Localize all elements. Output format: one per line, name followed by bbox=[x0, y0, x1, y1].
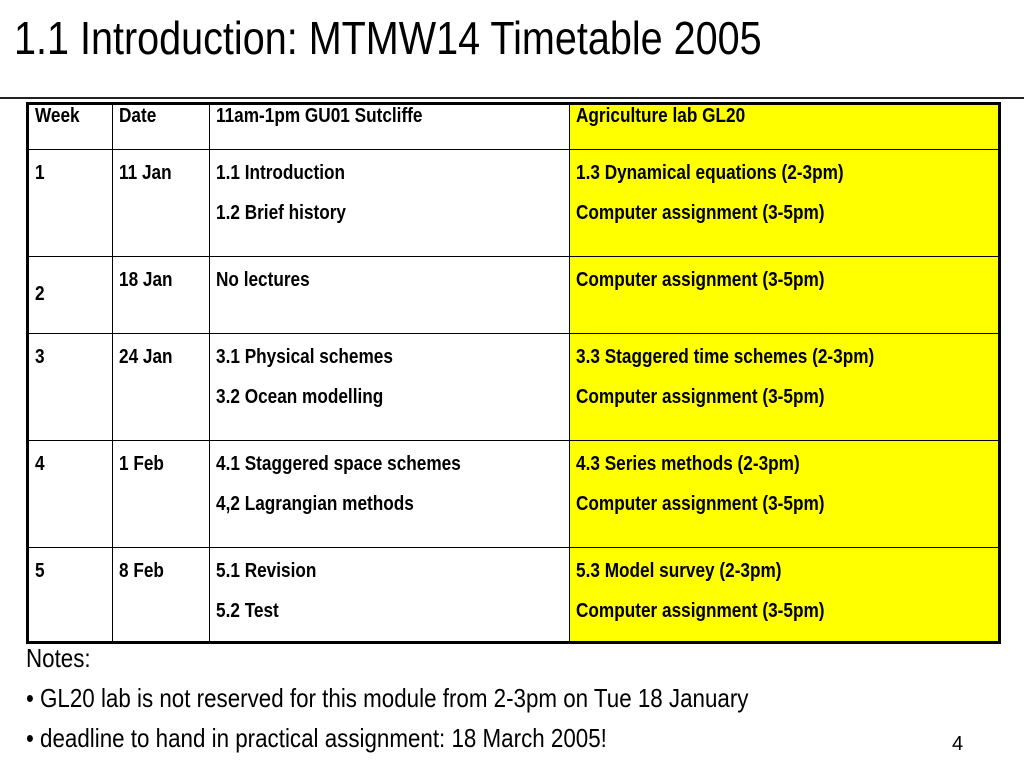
lab-cell: 3.3 Staggered time schemes (2-3pm) Computer assignment (3-5pm) bbox=[570, 334, 1000, 441]
title-divider bbox=[0, 97, 1024, 99]
notes-heading: Notes: bbox=[26, 643, 91, 673]
week-cell: 4 bbox=[28, 441, 113, 548]
header-week: Week bbox=[28, 104, 113, 150]
lecture-cell: 1.1 Introduction 1.2 Brief history bbox=[210, 150, 570, 257]
note-item: • deadline to hand in practical assignment: 18 March 2005! bbox=[26, 723, 607, 753]
date-cell: 1 Feb bbox=[113, 441, 210, 548]
table-row bbox=[28, 150, 1000, 257]
lab-cell: 1.3 Dynamical equations (2-3pm) Computer assignment (3-5pm) bbox=[570, 150, 1000, 257]
lecture-cell: 3.1 Physical schemes 3.2 Ocean modelling bbox=[210, 334, 570, 441]
timetable-table bbox=[26, 102, 1001, 644]
week-cell: 1 bbox=[28, 150, 113, 257]
date-cell: 8 Feb bbox=[113, 548, 210, 643]
table-row bbox=[28, 441, 1000, 548]
notes-section bbox=[26, 638, 866, 758]
date-cell: 11 Jan bbox=[113, 150, 210, 257]
lecture-cell: No lectures bbox=[210, 257, 570, 334]
table-row bbox=[28, 257, 1000, 334]
table-header-row bbox=[28, 104, 1000, 150]
date-cell: 18 Jan bbox=[113, 257, 210, 334]
lab-cell: 5.3 Model survey (2-3pm) Computer assignment (3-5pm) bbox=[570, 548, 1000, 643]
lecture-cell: 5.1 Revision 5.2 Test bbox=[210, 548, 570, 643]
lab-cell: Computer assignment (3-5pm) bbox=[570, 257, 1000, 334]
slide-title: 1.1 Introduction: MTMW14 Timetable 2005 bbox=[14, 12, 762, 64]
table-row bbox=[28, 548, 1000, 643]
week-cell: 2 bbox=[28, 257, 113, 334]
header-lab-slot: Agriculture lab GL20 bbox=[570, 104, 1000, 150]
table-row bbox=[28, 334, 1000, 441]
lecture-cell: 4.1 Staggered space schemes 4,2 Lagrangian methods bbox=[210, 441, 570, 548]
page-number: 4 bbox=[952, 733, 964, 755]
date-cell: 24 Jan bbox=[113, 334, 210, 441]
header-date: Date bbox=[113, 104, 210, 150]
week-cell: 5 bbox=[28, 548, 113, 643]
header-lecture-slot: 11am-1pm GU01 Sutcliffe bbox=[210, 104, 570, 150]
week-cell: 3 bbox=[28, 334, 113, 441]
note-item: • GL20 lab is not reserved for this module from 2-3pm on Tue 18 January bbox=[26, 683, 749, 713]
lab-cell: 4.3 Series methods (2-3pm) Computer assignment (3-5pm) bbox=[570, 441, 1000, 548]
